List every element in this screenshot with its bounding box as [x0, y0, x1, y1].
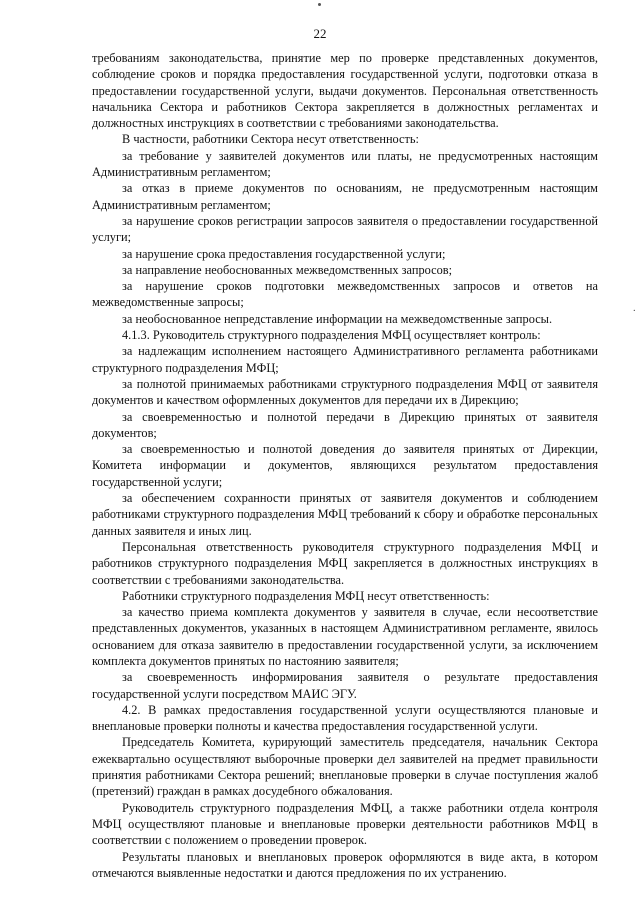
list-item: за полнотой принимаемых работниками структурного подразделения МФЦ от заявителя документов и качеством оформленных документов для передачи их в Дирекцию;	[92, 376, 598, 408]
scan-speck	[318, 3, 321, 6]
paragraph-responsibility-intro: требованиям законодательства, принятие мер по проверке представленных документов, соблюдение сроков и порядка предоставления государственной услуги, подготовки отказа в предоставлении государственной услуги, выдачи документов. Персональная ответственность начальника Сектора и работников Сектора закрепляется в должностных регламентах и должностных инструкциях в соответствии с требованиями законодательства.	[92, 51, 598, 131]
list-item: за нарушение сроков подготовки межведомственных запросов и ответов на межведомственные запросы;	[92, 279, 598, 310]
page-number: 22	[313, 26, 327, 41]
list-item: за обеспечением сохранности принятых от заявителя документов и соблюдением работниками структурного подразделения МФЦ требований к сбору и обработке персональных данных заявителя и иных лиц.	[92, 491, 598, 538]
margin-mark: ·	[632, 306, 636, 317]
document-body	[92, 50, 598, 881]
list-item: за нарушение срока предоставления государственной услуги;	[122, 246, 446, 261]
list-item: за надлежащим исполнением настоящего Административного регламента работниками структурного подразделения МФЦ;	[92, 344, 598, 375]
list-item: за необоснованное непредставление информации на межведомственные запросы.	[122, 311, 553, 326]
paragraph-4-2: 4.2. В рамках предоставления государственной услуги осуществляются плановые и внеплановые проверки полноты и качества предоставления государственной услуги.	[92, 702, 598, 734]
list-item: за требование у заявителей документов или платы, не предусмотренных настоящим Административным регламентом;	[92, 148, 598, 180]
list-item: за направление необоснованных межведомственных запросов;	[122, 262, 453, 277]
paragraph-check-results: Результаты плановых и внеплановых проверок оформляются в виде акта, в котором отмечаются выявленные недостатки и даются предложения по их устранению.	[92, 849, 598, 880]
paragraph-mfc-personal-responsibility: Персональная ответственность руководителя структурного подразделения МФЦ и работников структурного подразделения МФЦ закрепляется в должностных инструкциях в соответствии с требованиями законодательства.	[92, 539, 598, 587]
paragraph-4-1-3: 4.1.3. Руководитель структурного подразделения МФЦ осуществляет контроль:	[122, 328, 541, 343]
list-item: за своевременностью и полнотой доведения до заявителя принятых от Дирекции, Комитета информации и документов, являющихся результатом предоставления государственной услуги;	[92, 442, 598, 489]
paragraph-mfc-workers: Работники структурного подразделения МФЦ несут ответственность:	[122, 588, 490, 603]
paragraph-sector-workers: В частности, работники Сектора несут ответственность:	[122, 132, 419, 147]
list-item: за своевременность информирования заявителя о результате предоставления государственной услуги посредством МАИС ЭГУ.	[92, 670, 598, 701]
list-item: за нарушение сроков регистрации запросов заявителя о предоставлении государственной услуги;	[92, 213, 598, 245]
list-item: за отказ в приеме документов по основаниям, не предусмотренным настоящим Административным регламентом;	[92, 181, 598, 212]
list-item: за качество приема комплекта документов у заявителя в случае, если несоответствие представленных документов, указанных в настоящем Административном регламенте, явилось основанием для отказа заявителю в предоставлении государственной услуги, за исключением комплекта документов принятых по настоянию заявителя;	[92, 605, 598, 668]
list-item: за своевременностью и полнотой передачи в Дирекцию принятых от заявителя документов;	[92, 409, 598, 440]
paragraph-mfc-checks: Руководитель структурного подразделения МФЦ, а также работники отдела контроля МФЦ осуществляют плановые и внеплановые проверки деятельности работников МФЦ в соответствии с положением о проведении проверок.	[92, 800, 598, 848]
paragraph-committee-checks: Председатель Комитета, курирующий заместитель председателя, начальник Сектора ежеквартально осуществляют выборочные проверки дел заявителей на предмет правильности принятия работниками Сектора решений; внеплановые проверки в случае поступления жалоб (претензий) граждан в рамках досудебного обжалования.	[92, 735, 598, 799]
